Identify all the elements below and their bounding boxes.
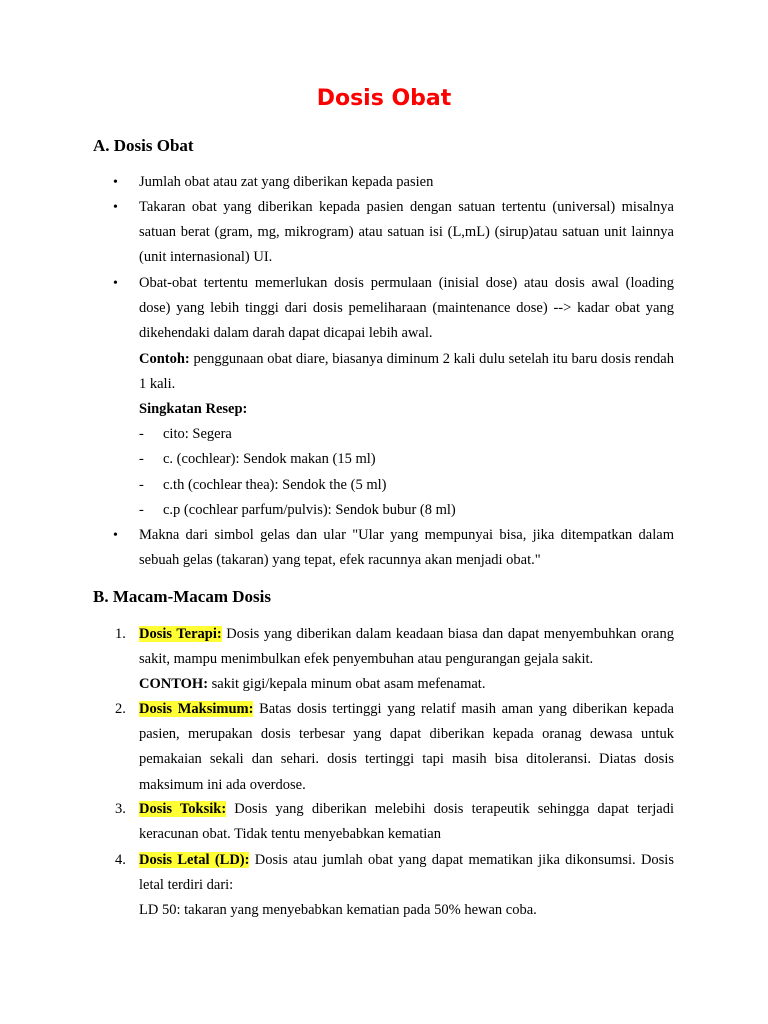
item-text: Batas dosis tertinggi yang relatif masih aman yang diberikan kepada pasien, merupakan dosis terbesar yang dapat diberikan kepada oranag dewasa untuk pemakaian sekali dan sehari. dosis tertinggi tapi masih bisa ditoleransi. Diatas dosis maksimum ini ada overdose. bbox=[139, 701, 674, 793]
bullet-icon: • bbox=[113, 175, 118, 190]
bullet-icon: • bbox=[113, 528, 118, 543]
contoh-text: sakit gigi/kepala minum obat asam mefenamat. bbox=[208, 676, 486, 693]
singkatan-item: - cito: Segera bbox=[139, 422, 674, 447]
contoh-text: penggunaan obat diare, biasanya diminum 2 kali dulu setelah itu baru dosis rendah 1 kali. bbox=[139, 350, 674, 392]
dash-marker: - bbox=[139, 451, 144, 468]
bullet-icon: • bbox=[113, 200, 118, 215]
list-item bbox=[113, 271, 674, 523]
contoh-label: CONTOH: bbox=[139, 676, 209, 693]
ld50-text: LD 50: takaran yang menyebabkan kematian pada 50% hewan coba. bbox=[139, 902, 537, 919]
list-item bbox=[113, 523, 674, 573]
singkatan-item: - c.th (cochlear thea): Sendok the (5 ml) bbox=[139, 473, 674, 498]
item-text: Dosis yang diberikan dalam keadaan biasa dan dapat menyembuhkan orang sakit, mampu menimbulkan efek penyembuhan atau pengurangan gejala sakit. bbox=[139, 626, 674, 668]
dosis-maksimum-label: Dosis Maksimum: bbox=[139, 701, 254, 717]
bullet-text: Takaran obat yang diberikan kepada pasien dengan satuan tertentu (universal) misalnya satuan berat (gram, mg, mikrogram) atau satuan isi (L,mL) (sirup)atau satuan unit lainnya (unit internasional) UI. bbox=[139, 199, 674, 266]
bullet-text: Jumlah obat atau zat yang diberikan kepada pasien bbox=[139, 174, 434, 190]
item-number: 1. bbox=[115, 626, 126, 642]
numbered-item bbox=[115, 622, 674, 698]
contoh-paragraph bbox=[139, 347, 674, 397]
singkatan-item: - c. (cochlear): Sendok makan (15 ml) bbox=[139, 447, 674, 472]
page-title: Dosis Obat bbox=[316, 86, 452, 111]
list-item bbox=[113, 195, 674, 271]
dash-marker: - bbox=[139, 426, 144, 443]
dosis-terapi-label: Dosis Terapi: bbox=[139, 626, 222, 642]
section-a-heading: A. Dosis Obat bbox=[93, 136, 194, 155]
singkatan-item: - c.p (cochlear parfum/pulvis): Sendok bubur (8 ml) bbox=[139, 498, 674, 523]
singkatan-label: Singkatan Resep: bbox=[139, 401, 248, 418]
dash-marker: - bbox=[139, 476, 144, 493]
bullet-icon: • bbox=[113, 276, 118, 291]
numbered-item bbox=[115, 797, 674, 847]
section-b-heading: B. Macam-Macam Dosis bbox=[93, 587, 271, 606]
list-item bbox=[113, 170, 674, 195]
item-number: 4. bbox=[115, 852, 126, 868]
numbered-item bbox=[115, 697, 674, 798]
item-text: Dosis atau jumlah obat yang dapat mematikan jika dikonsumsi. Dosis letal terdiri dari: bbox=[139, 852, 674, 894]
dash-marker: - bbox=[139, 501, 144, 518]
item-number: 2. bbox=[115, 701, 126, 717]
item-number: 3. bbox=[115, 801, 126, 817]
bullet-text: Makna dari simbol gelas dan ular "Ular yang mempunyai bisa, jika ditempatkan dalam sebuah gelas (takaran) yang tepat, efek racunnya akan menjadi obat." bbox=[139, 527, 674, 569]
bullet-text: Obat-obat tertentu memerlukan dosis permulaan (inisial dose) atau dosis awal (loading dose) yang lebih tinggi dari dosis pemeliharaan (maintenance dose) --> kadar obat yang dikehendaki dalam darah dapat dicapai lebih awal. bbox=[139, 275, 674, 342]
numbered-item bbox=[115, 848, 674, 924]
dosis-toksik-label: Dosis Toksik: bbox=[139, 801, 227, 817]
item-text: Dosis yang diberikan melebihi dosis terapeutik sehingga dapat terjadi keracunan obat. Tidak tentu menyebabkan kematian bbox=[139, 801, 674, 843]
dosis-letal-label: Dosis Letal (LD): bbox=[139, 852, 250, 868]
contoh-label: Contoh: bbox=[139, 350, 190, 367]
